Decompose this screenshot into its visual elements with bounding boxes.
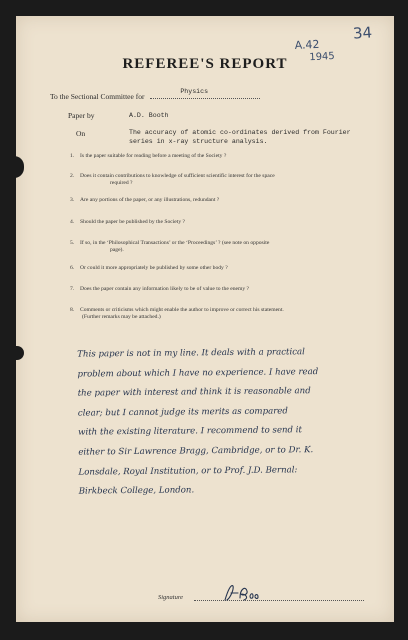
paper-tear-notch — [14, 156, 24, 178]
signature-line — [194, 600, 364, 601]
handwritten-line: clear; but I cannot judge its merits as compared — [77, 406, 288, 419]
handwritten-line: the paper with interest and think it is reasonable and — [77, 386, 311, 399]
question-text-cont: page). — [110, 247, 124, 253]
folio-number: 34 — [352, 23, 373, 43]
paper-by-value: A.D. Booth — [129, 112, 169, 119]
question-number: 6. — [70, 265, 75, 271]
page-title: REFEREE'S REPORT — [122, 56, 288, 72]
question-item — [70, 197, 370, 204]
question-number: 3. — [70, 197, 75, 203]
question-item — [70, 265, 370, 272]
question-text: Does the paper contain any information likely to be of value to the enemy ? — [80, 286, 250, 292]
question-item — [70, 286, 370, 293]
handwritten-line: with the existing literature. I recommend to send it — [78, 425, 303, 438]
paper-by-label: Paper by — [68, 111, 95, 120]
handwritten-comments — [77, 342, 379, 502]
committee-field — [150, 88, 260, 99]
report-form-sheet — [16, 16, 394, 622]
paper-tear-notch — [14, 346, 24, 360]
question-text: Or could it more appropriately be published by some other body ? — [80, 265, 228, 271]
question-item — [70, 153, 370, 160]
question-number: 1. — [70, 153, 75, 159]
handwritten-line: either to Sir Lawrence Bragg, Cambridge, or to Dr. K. — [78, 445, 314, 458]
committee-value: Physics — [180, 88, 209, 95]
reference-year: 1945 — [309, 50, 336, 64]
question-text-cont: (Further remarks may be attached.) — [82, 314, 161, 320]
question-number: 5. — [70, 240, 75, 246]
question-item — [70, 219, 370, 226]
question-number: 2. — [70, 173, 75, 179]
signature-label: Signature — [158, 594, 184, 601]
question-text: Does it contain contributions to knowledge of sufficient scientific interest for the space — [80, 173, 275, 179]
question-number: 7. — [70, 286, 75, 292]
question-text: Is the paper suitable for reading before a meeting of the Society ? — [80, 153, 227, 159]
question-item — [70, 240, 370, 254]
handwritten-line: Lonsdale, Royal Institution, or to Prof. J.D. Bernal: — [78, 464, 298, 478]
question-item — [70, 173, 370, 187]
question-number: 4. — [70, 219, 75, 225]
question-item — [70, 307, 370, 321]
on-label: On — [76, 129, 86, 138]
question-number: 8. — [70, 307, 75, 313]
question-text: Are any portions of the paper, or any illustrations, redundant ? — [80, 197, 220, 203]
paper-title-line-1: The accuracy of atomic co-ordinates derived from Fourier — [129, 129, 351, 136]
committee-label: To the Sectional Committee for — [50, 92, 145, 101]
committee-row — [50, 88, 260, 101]
handwritten-line: problem about which I have no experience. I have read — [77, 366, 319, 380]
question-text: If so, in the ‘Philosophical Transactions’ or the ‘Proceedings’ ? (see note on opposite — [80, 240, 270, 246]
question-text: Should the paper be published by the Society ? — [80, 219, 186, 225]
question-text-cont: required ? — [110, 180, 133, 186]
paper-title-line-2: series in x-ray structure analysis. — [129, 138, 268, 145]
reference-code: A.42 — [294, 37, 320, 53]
handwritten-line: Birkbeck College, London. — [78, 485, 195, 497]
handwritten-line: This paper is not in my line. It deals with a practical — [77, 347, 305, 360]
handwritten-signature — [222, 582, 262, 604]
question-text: Comments or criticisms which might enable the author to improve or correct his statement. — [80, 307, 284, 313]
